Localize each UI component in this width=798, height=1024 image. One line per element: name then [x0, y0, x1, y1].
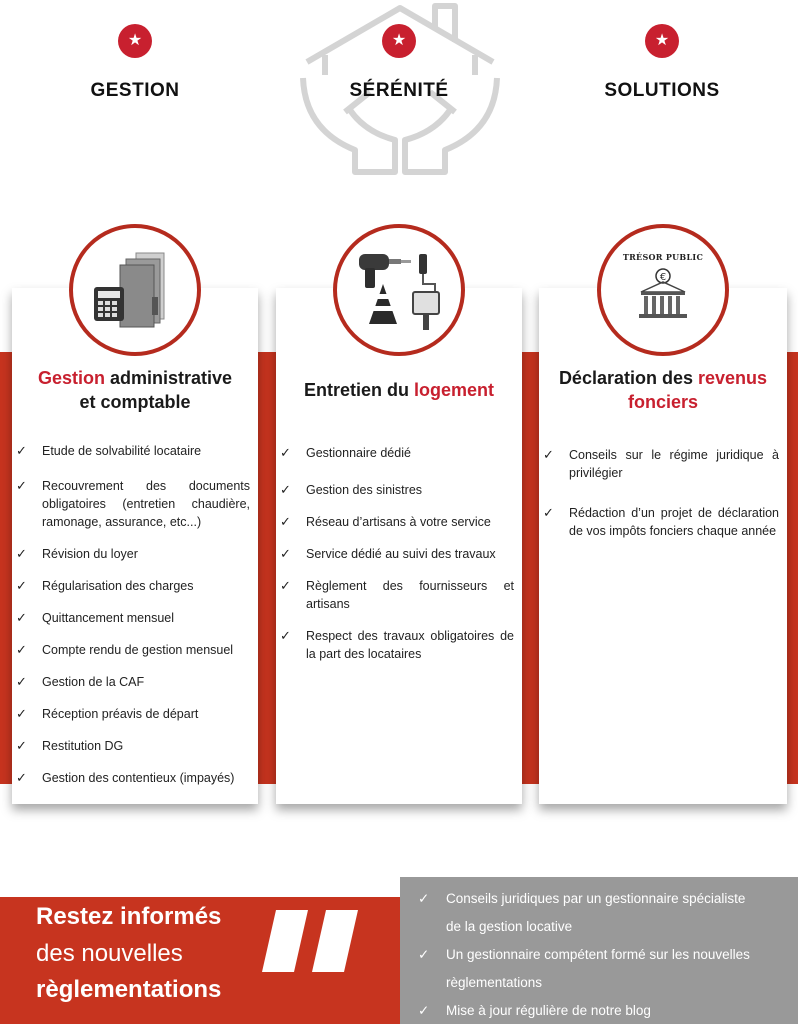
check-icon: ✓ [16, 578, 27, 593]
check-icon: ✓ [16, 546, 27, 561]
list-item: ✓ Service dédié au suivi des travaux [280, 546, 496, 561]
check-icon: ✓ [16, 443, 27, 458]
pillar-solutions [572, 24, 752, 102]
card-title: Déclaration des revenus fonciers [558, 368, 768, 412]
list-item: ✓ Recouvrement des documents obligatoires (entretien chaudière, ramonage, assurance, etc...) [16, 478, 250, 529]
list-item: ✓ Gestion des contentieux (impayés) [16, 770, 235, 785]
service-list [12, 442, 258, 787]
benefits-list [410, 885, 794, 1024]
list-item: ✓ Gestion de la CAF [16, 674, 145, 689]
list-item: ✓ Quittancement mensuel [16, 610, 175, 625]
check-icon: ✓ [16, 478, 27, 493]
card-title: Entretien du logement [303, 380, 495, 400]
star-icon: ★ [645, 24, 679, 58]
headline-line3: règlementations [36, 976, 222, 1003]
list-item: ✓ Un gestionnaire compétent formé sur les nouvelles règlementations [410, 941, 794, 997]
check-icon: ✓ [16, 674, 27, 689]
headline-line1: Restez informés [36, 903, 222, 930]
service-list [539, 446, 787, 540]
card-entretien-logement [276, 288, 522, 804]
list-item: ✓ Mise à jour régulière de notre blog [410, 997, 794, 1024]
check-icon: ✓ [16, 610, 27, 625]
card-declaration-revenus [539, 288, 787, 804]
tresor-public-logo-text: TRÉSOR PUBLIC [622, 251, 704, 262]
card-gestion-administrative [12, 288, 258, 804]
check-icon: ✓ [280, 578, 291, 593]
list-item: ✓ Conseils sur le régime juridique à privilégier [543, 447, 779, 480]
check-icon: ✓ [418, 891, 430, 906]
service-list [276, 444, 522, 663]
star-icon: ★ [118, 24, 152, 58]
check-icon: ✓ [280, 546, 291, 561]
list-item: ✓ Réception préavis de départ [16, 706, 199, 721]
check-icon: ✓ [280, 514, 291, 529]
headline-line2: des nouvelles [36, 940, 183, 967]
quote-icon [258, 908, 368, 978]
pillar-title: SOLUTIONS [604, 80, 720, 101]
list-item: ✓ Révision du loyer [16, 546, 138, 561]
check-icon: ✓ [418, 947, 430, 962]
check-icon: ✓ [280, 482, 291, 497]
tresor-public-icon [597, 224, 729, 356]
pillar-gestion [45, 24, 225, 102]
check-icon: ✓ [16, 706, 27, 721]
list-item: ✓ Restitution DG [16, 738, 124, 753]
list-item: ✓ Compte rendu de gestion mensuel [16, 642, 234, 657]
check-icon: ✓ [543, 447, 554, 462]
check-icon: ✓ [16, 738, 27, 753]
list-item: ✓ Rédaction d’un projet de déclaration de vos impôts fonciers chaque année [543, 505, 779, 538]
list-item: ✓ Gestion des sinistres [280, 482, 423, 497]
list-item: ✓ Gestionnaire dédié [280, 445, 411, 460]
check-icon: ✓ [16, 770, 27, 785]
pillar-serenite [309, 24, 489, 102]
check-icon: ✓ [543, 505, 554, 520]
card-title: Gestion administrative et comptable [37, 368, 233, 412]
check-icon: ✓ [280, 445, 291, 460]
list-item: ✓ Réseau d’artisans à votre service [280, 514, 491, 529]
tools-icon [333, 224, 465, 356]
check-icon: ✓ [16, 642, 27, 657]
star-icon: ★ [382, 24, 416, 58]
pillar-title: GESTION [90, 80, 180, 101]
svg-text:€: € [659, 271, 667, 283]
check-icon: ✓ [280, 628, 291, 643]
pillar-title: SÉRÉNITÉ [349, 80, 449, 101]
list-item: ✓ Régularisation des charges [16, 578, 194, 593]
list-item: ✓ Conseils juridiques par un gestionnaire spécialiste de la gestion locative [410, 885, 794, 941]
list-item: ✓ Respect des travaux obligatoires de la part des locataires [280, 628, 514, 661]
list-item: ✓ Règlement des fournisseurs et artisans [280, 578, 514, 611]
list-item: ✓ Etude de solvabilité locataire [16, 443, 202, 458]
calculator-folder-icon [69, 224, 201, 356]
check-icon: ✓ [418, 1003, 430, 1018]
